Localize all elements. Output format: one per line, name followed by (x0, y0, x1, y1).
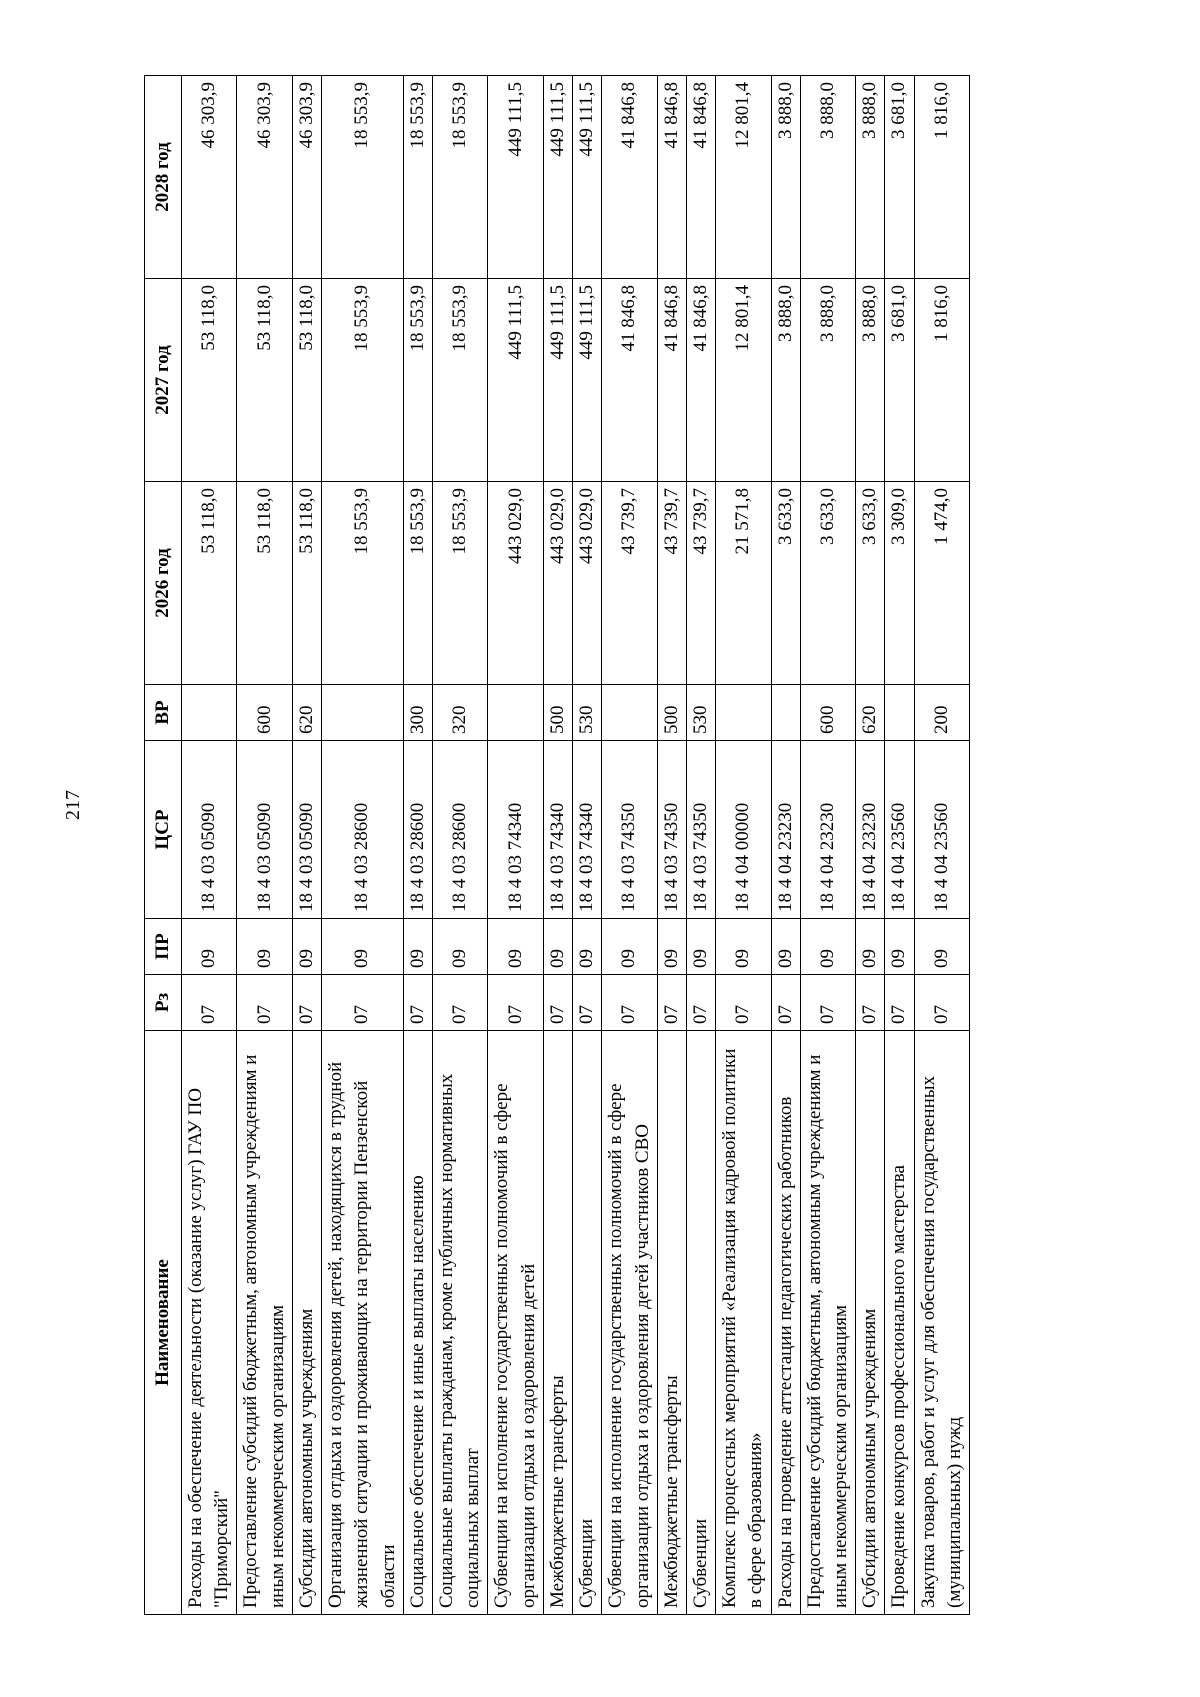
cell-csr: 18 4 03 28600 (403, 741, 432, 919)
cell-2027: 53 118,0 (237, 279, 292, 482)
cell-2028: 1 816,0 (914, 76, 969, 279)
cell-csr: 18 4 04 23560 (914, 741, 969, 919)
cell-vr (488, 685, 543, 741)
cell-name: Субвенции на исполнение государственных полномочий в сфере организации отдыха и оздоровления детей участников СВО (602, 1031, 657, 1615)
cell-2027: 3 888,0 (856, 279, 885, 482)
cell-name: Проведение конкурсов профессионального мастерства (885, 1031, 914, 1615)
cell-vr: 200 (914, 685, 969, 741)
cell-2027: 41 846,8 (657, 279, 686, 482)
cell-2026: 3 309,0 (885, 482, 914, 685)
cell-2027: 18 553,9 (403, 279, 432, 482)
table-row (432, 76, 487, 1615)
cell-rz: 07 (543, 975, 572, 1031)
cell-csr: 18 4 03 74350 (686, 741, 715, 919)
budget-table (144, 75, 970, 1615)
table-row (856, 76, 885, 1615)
cell-pr: 09 (543, 919, 572, 975)
cell-2028: 46 303,9 (237, 76, 292, 279)
cell-rz: 07 (432, 975, 487, 1031)
cell-pr: 09 (292, 919, 321, 975)
cell-2027: 1 816,0 (914, 279, 969, 482)
table-row (543, 76, 572, 1615)
table-row (292, 76, 321, 1615)
table-row (182, 76, 237, 1615)
table-header-row (145, 76, 182, 1615)
cell-vr: 500 (543, 685, 572, 741)
cell-name: Комплекс процессных мероприятий «Реализация кадровой политики в сфере образования» (716, 1031, 771, 1615)
cell-csr: 18 4 03 74350 (657, 741, 686, 919)
cell-name: Социальные выплаты гражданам, кроме публичных нормативных социальных выплат (432, 1031, 487, 1615)
cell-rz: 07 (856, 975, 885, 1031)
cell-rz: 07 (686, 975, 715, 1031)
cell-pr: 09 (573, 919, 602, 975)
cell-2028: 41 846,8 (657, 76, 686, 279)
cell-vr (322, 685, 404, 741)
cell-2026: 443 029,0 (573, 482, 602, 685)
page-number: 217 (62, 790, 84, 820)
cell-pr: 09 (914, 919, 969, 975)
cell-2026: 53 118,0 (182, 482, 237, 685)
cell-vr (716, 685, 771, 741)
cell-2026: 443 029,0 (543, 482, 572, 685)
cell-2026: 3 633,0 (856, 482, 885, 685)
header-pr: ПР (145, 919, 182, 975)
cell-2028: 18 553,9 (322, 76, 404, 279)
cell-2026: 53 118,0 (237, 482, 292, 685)
cell-rz: 07 (488, 975, 543, 1031)
header-2028: 2028 год (145, 76, 182, 279)
cell-csr: 18 4 03 74340 (543, 741, 572, 919)
cell-csr: 18 4 03 05090 (182, 741, 237, 919)
cell-pr: 09 (686, 919, 715, 975)
cell-rz: 07 (602, 975, 657, 1031)
cell-rz: 07 (182, 975, 237, 1031)
cell-2028: 3 888,0 (856, 76, 885, 279)
cell-name: Межбюджетные трансферты (657, 1031, 686, 1615)
cell-pr: 09 (488, 919, 543, 975)
cell-2028: 41 846,8 (602, 76, 657, 279)
cell-vr (602, 685, 657, 741)
cell-2027: 3 888,0 (771, 279, 800, 482)
cell-csr: 18 4 04 00000 (716, 741, 771, 919)
cell-2027: 41 846,8 (686, 279, 715, 482)
cell-2027: 53 118,0 (182, 279, 237, 482)
cell-rz: 07 (322, 975, 404, 1031)
cell-2027: 18 553,9 (322, 279, 404, 482)
cell-csr: 18 4 03 05090 (237, 741, 292, 919)
cell-rz: 07 (403, 975, 432, 1031)
cell-pr: 09 (800, 919, 855, 975)
cell-2028: 449 111,5 (488, 76, 543, 279)
cell-2027: 41 846,8 (602, 279, 657, 482)
cell-name: Межбюджетные трансферты (543, 1031, 572, 1615)
cell-2026: 43 739,7 (686, 482, 715, 685)
cell-rz: 07 (573, 975, 602, 1031)
header-vr: ВР (145, 685, 182, 741)
cell-vr: 600 (237, 685, 292, 741)
table-row (716, 76, 771, 1615)
cell-2026: 443 029,0 (488, 482, 543, 685)
table-row (322, 76, 404, 1615)
table-row (800, 76, 855, 1615)
table-row (237, 76, 292, 1615)
cell-vr (771, 685, 800, 741)
cell-rz: 07 (800, 975, 855, 1031)
cell-2026: 43 739,7 (602, 482, 657, 685)
cell-vr: 600 (800, 685, 855, 741)
cell-2028: 3 681,0 (885, 76, 914, 279)
cell-vr (885, 685, 914, 741)
cell-rz: 07 (914, 975, 969, 1031)
cell-csr: 18 4 03 28600 (322, 741, 404, 919)
cell-pr: 09 (856, 919, 885, 975)
cell-2026: 18 553,9 (403, 482, 432, 685)
cell-2028: 46 303,9 (182, 76, 237, 279)
cell-csr: 18 4 03 74340 (573, 741, 602, 919)
cell-2026: 18 553,9 (432, 482, 487, 685)
cell-2028: 18 553,9 (432, 76, 487, 279)
table-row (403, 76, 432, 1615)
cell-2026: 3 633,0 (800, 482, 855, 685)
cell-2028: 449 111,5 (573, 76, 602, 279)
table-row (573, 76, 602, 1615)
header-rz: Рз (145, 975, 182, 1031)
table-row (914, 76, 969, 1615)
cell-rz: 07 (885, 975, 914, 1031)
cell-name: Субвенции (686, 1031, 715, 1615)
cell-csr: 18 4 04 23560 (885, 741, 914, 919)
cell-2026: 43 739,7 (657, 482, 686, 685)
cell-rz: 07 (292, 975, 321, 1031)
cell-name: Субвенции на исполнение государственных полномочий в сфере организации отдыха и оздоровления детей (488, 1031, 543, 1615)
header-2026: 2026 год (145, 482, 182, 685)
cell-2026: 3 633,0 (771, 482, 800, 685)
table-row (885, 76, 914, 1615)
cell-2028: 18 553,9 (403, 76, 432, 279)
cell-2026: 18 553,9 (322, 482, 404, 685)
cell-pr: 09 (182, 919, 237, 975)
cell-rz: 07 (771, 975, 800, 1031)
cell-vr: 620 (856, 685, 885, 741)
cell-name: Расходы на обеспечение деятельности (оказание услуг) ГАУ ПО "Приморский" (182, 1031, 237, 1615)
cell-2028: 449 111,5 (543, 76, 572, 279)
cell-2028: 46 303,9 (292, 76, 321, 279)
cell-csr: 18 4 03 05090 (292, 741, 321, 919)
cell-2027: 18 553,9 (432, 279, 487, 482)
cell-name: Предоставление субсидий бюджетным, автономным учреждениям и иным некоммерческим организациям (237, 1031, 292, 1615)
cell-csr: 18 4 04 23230 (800, 741, 855, 919)
table-body (182, 76, 970, 1615)
cell-pr: 09 (771, 919, 800, 975)
cell-vr: 530 (686, 685, 715, 741)
cell-name: Субсидии автономным учреждениям (856, 1031, 885, 1615)
cell-pr: 09 (432, 919, 487, 975)
cell-name: Субсидии автономным учреждениям (292, 1031, 321, 1615)
cell-pr: 09 (885, 919, 914, 975)
cell-csr: 18 4 04 23230 (856, 741, 885, 919)
cell-2028: 12 801,4 (716, 76, 771, 279)
cell-2027: 53 118,0 (292, 279, 321, 482)
header-csr: ЦСР (145, 741, 182, 919)
cell-pr: 09 (602, 919, 657, 975)
cell-2027: 3 888,0 (800, 279, 855, 482)
cell-csr: 18 4 03 74340 (488, 741, 543, 919)
cell-name: Субвенции (573, 1031, 602, 1615)
cell-pr: 09 (237, 919, 292, 975)
cell-rz: 07 (716, 975, 771, 1031)
cell-pr: 09 (322, 919, 404, 975)
cell-vr: 530 (573, 685, 602, 741)
cell-csr: 18 4 03 74350 (602, 741, 657, 919)
cell-name: Предоставление субсидий бюджетным, автономным учреждениям и иным некоммерческим организациям (800, 1031, 855, 1615)
cell-pr: 09 (403, 919, 432, 975)
cell-vr: 300 (403, 685, 432, 741)
cell-vr (182, 685, 237, 741)
table-row (771, 76, 800, 1615)
table-row (488, 76, 543, 1615)
cell-rz: 07 (657, 975, 686, 1031)
cell-2028: 41 846,8 (686, 76, 715, 279)
cell-vr: 620 (292, 685, 321, 741)
table-row (602, 76, 657, 1615)
cell-csr: 18 4 04 23230 (771, 741, 800, 919)
header-2027: 2027 год (145, 279, 182, 482)
cell-2027: 449 111,5 (488, 279, 543, 482)
cell-pr: 09 (716, 919, 771, 975)
cell-2027: 449 111,5 (543, 279, 572, 482)
cell-pr: 09 (657, 919, 686, 975)
cell-2026: 1 474,0 (914, 482, 969, 685)
cell-name: Организация отдыха и оздоровления детей, находящихся в трудной жизненной ситуации и проживающих на территории Пензенской области (322, 1031, 404, 1615)
table-row (657, 76, 686, 1615)
cell-2028: 3 888,0 (771, 76, 800, 279)
cell-2027: 449 111,5 (573, 279, 602, 482)
cell-2026: 53 118,0 (292, 482, 321, 685)
cell-2028: 3 888,0 (800, 76, 855, 279)
cell-2027: 3 681,0 (885, 279, 914, 482)
cell-rz: 07 (237, 975, 292, 1031)
cell-2026: 21 571,8 (716, 482, 771, 685)
cell-csr: 18 4 03 28600 (432, 741, 487, 919)
table-row (686, 76, 715, 1615)
cell-name: Социальное обеспечение и иные выплаты населению (403, 1031, 432, 1615)
cell-vr: 320 (432, 685, 487, 741)
cell-name: Расходы на проведение аттестации педагогических работников (771, 1031, 800, 1615)
budget-sheet (144, 75, 1056, 1615)
cell-vr: 500 (657, 685, 686, 741)
header-name: Наименование (145, 1031, 182, 1615)
cell-2027: 12 801,4 (716, 279, 771, 482)
cell-name: Закупка товаров, работ и услуг для обеспечения государственных (муниципальных) нужд (914, 1031, 969, 1615)
